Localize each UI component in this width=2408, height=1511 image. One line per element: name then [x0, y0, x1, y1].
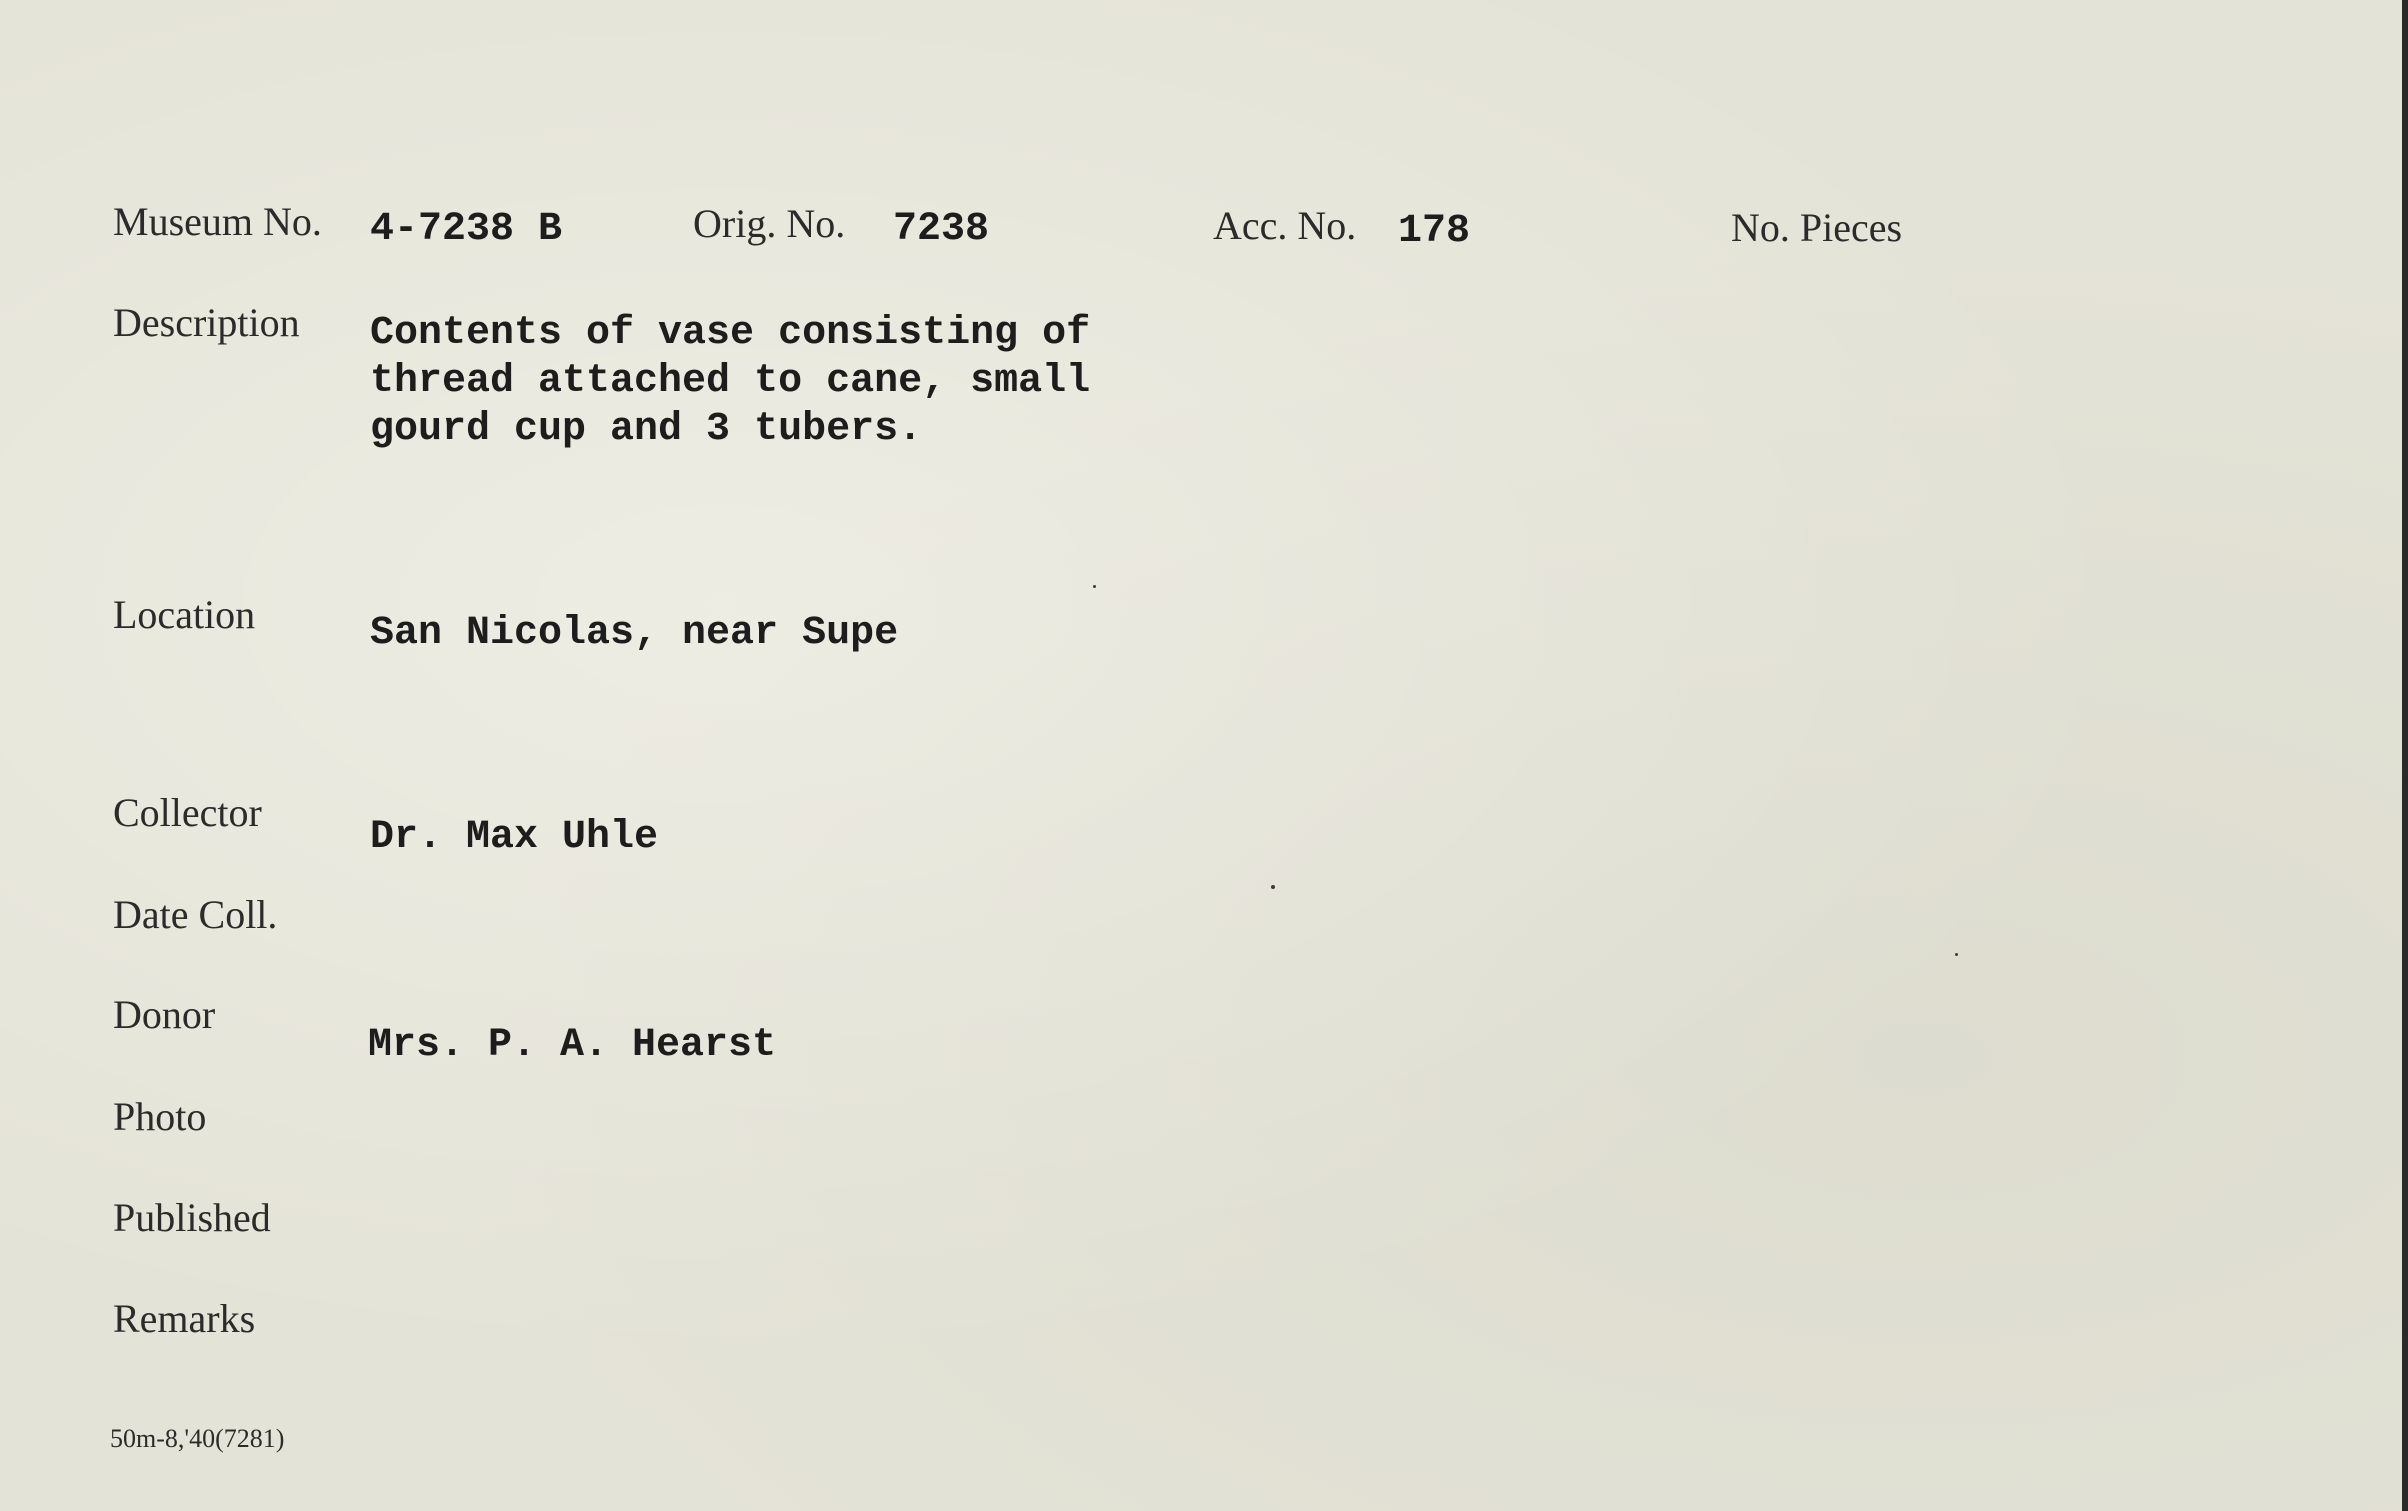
card-edge-shadow: [2402, 0, 2408, 1511]
photo-label: Photo: [113, 1094, 207, 1139]
description-label: Description: [113, 300, 300, 345]
donor-label: Donor: [113, 992, 216, 1037]
remarks-label: Remarks: [113, 1296, 256, 1341]
orig-no-value: 7238: [893, 207, 990, 252]
donor-value: Mrs. P. A. Hearst: [368, 1023, 777, 1068]
acc-no-value: 178: [1398, 209, 1471, 254]
collector-label: Collector: [113, 790, 262, 835]
no-pieces-label: No. Pieces: [1731, 205, 1903, 250]
description-line: gourd cup and 3 tubers.: [370, 407, 923, 452]
paper-speck: [1093, 585, 1096, 588]
museum-no-label: Museum No.: [113, 199, 322, 244]
description-value: [370, 310, 1090, 454]
paper-speck: [1955, 953, 1958, 956]
acc-no-label: Acc. No.: [1213, 203, 1357, 248]
collector-value: Dr. Max Uhle: [370, 815, 659, 860]
description-line: Contents of vase consisting of: [370, 311, 1091, 356]
location-label: Location: [113, 592, 256, 637]
print-code: 50m-8,'40(7281): [110, 1424, 285, 1453]
location-value: San Nicolas, near Supe: [370, 611, 899, 656]
published-label: Published: [113, 1195, 271, 1240]
paper-speck: [1271, 885, 1275, 889]
date-coll-label: Date Coll.: [113, 892, 278, 937]
museum-no-value: 4-7238 B: [370, 207, 563, 252]
description-line: thread attached to cane, small: [370, 359, 1091, 404]
orig-no-label: Orig. No.: [693, 201, 846, 246]
